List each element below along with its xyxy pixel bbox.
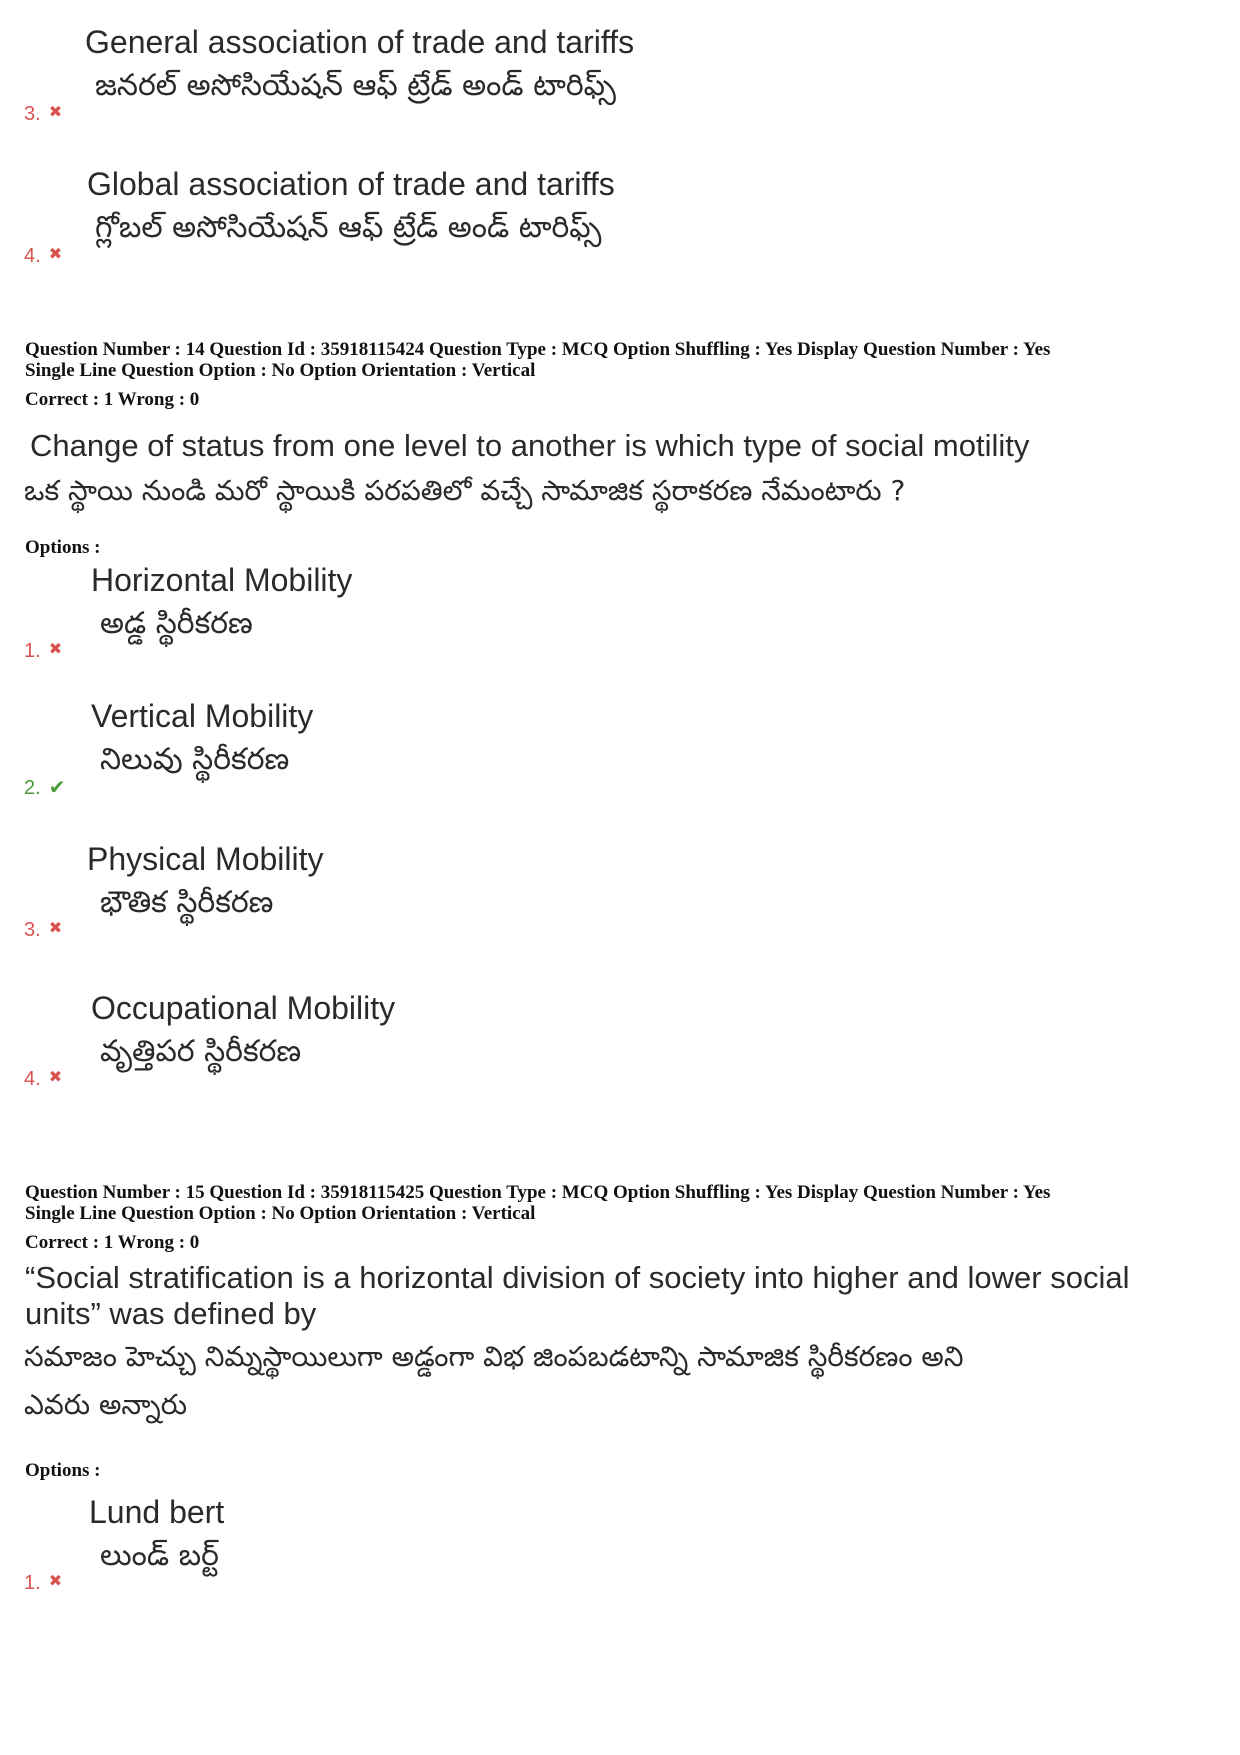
question-meta-line2: Single Line Question Option : No Option Orientation : Vertical xyxy=(25,1203,536,1224)
wrong-mark-icon: ✖ xyxy=(48,641,63,658)
option-text-te: జనరల్ అసోసియేషన్ ఆఫ్ ట్రేడ్ అండ్ టారిఫ్స్ xyxy=(95,68,616,103)
option-text-en: Global association of trade and tariffs xyxy=(87,166,615,202)
option-text-te: నిలువు స్థిరీకరణ xyxy=(100,742,290,777)
option-text-te: అడ్డ స్థిరీకరణ xyxy=(100,606,253,641)
option-text-te: లుండ్ బర్ట్ xyxy=(100,1538,219,1573)
question-meta-line1: Question Number : 14 Question Id : 35918115424 Question Type : MCQ Option Shuffling : Yes Display Question Number : Yes xyxy=(25,339,1051,360)
options-label: Options : xyxy=(25,537,101,558)
question-text-en: Change of status from one level to another is which type of social motility xyxy=(30,428,1030,463)
question-marks: Correct : 1 Wrong : 0 xyxy=(25,1232,200,1253)
option-number: 1. ✖ xyxy=(24,640,63,662)
wrong-mark-icon: ✖ xyxy=(48,104,63,121)
option-number: 3. ✖ xyxy=(24,919,63,941)
option-text-en: Lund bert xyxy=(89,1494,225,1530)
question-text-te-line1: సమాజం హెచ్చు నిమ్నస్థాయిలుగా అడ్డంగా విభ జింపబడటాన్ని సామాజిక స్థిరీకరణం అని xyxy=(24,1340,964,1373)
question-meta-line1: Question Number : 15 Question Id : 35918115425 Question Type : MCQ Option Shuffling : Yes Display Question Number : Yes xyxy=(25,1182,1051,1203)
question-text-en-line1: “Social stratification is a horizontal division of society into higher and lower social xyxy=(25,1260,1130,1295)
option-text-en: Horizontal Mobility xyxy=(91,562,353,598)
wrong-mark-icon: ✖ xyxy=(48,1573,63,1590)
option-text-te: వృత్తిపర స్థిరీకరణ xyxy=(100,1034,302,1069)
option-number: 3. ✖ xyxy=(24,103,63,125)
question-marks: Correct : 1 Wrong : 0 xyxy=(25,389,200,410)
option-text-en: Physical Mobility xyxy=(87,841,324,877)
option-text-te: గ్లోబల్ అసోసియేషన్ ఆఫ్ ట్రేడ్ అండ్ టారిఫ్స్ xyxy=(95,210,602,245)
correct-check-icon: ✔ xyxy=(48,777,66,799)
question-meta-line2: Single Line Question Option : No Option Orientation : Vertical xyxy=(25,360,536,381)
option-number: 2. ✔ xyxy=(24,777,66,799)
option-number: 4. ✖ xyxy=(24,1068,63,1090)
wrong-mark-icon: ✖ xyxy=(48,920,63,937)
options-label: Options : xyxy=(25,1460,101,1481)
wrong-mark-icon: ✖ xyxy=(48,1069,63,1086)
option-number: 1. ✖ xyxy=(24,1572,63,1594)
option-text-en: Vertical Mobility xyxy=(91,698,314,734)
option-text-en: General association of trade and tariffs xyxy=(85,24,635,60)
wrong-mark-icon: ✖ xyxy=(48,246,63,263)
option-text-en: Occupational Mobility xyxy=(91,990,396,1026)
option-text-te: భౌతిక స్థిరీకరణ xyxy=(100,885,274,920)
option-number: 4. ✖ xyxy=(24,245,63,267)
question-text-te-line2: ఎవరు అన్నారు xyxy=(24,1388,188,1421)
question-text-en-line2: units” was defined by xyxy=(25,1296,317,1331)
question-text-te: ఒక స్థాయి నుండి మరో స్థాయికి పరపతిలో వచ్చే సామాజిక స్థరాకరణ నేమంటారు ? xyxy=(24,474,906,507)
